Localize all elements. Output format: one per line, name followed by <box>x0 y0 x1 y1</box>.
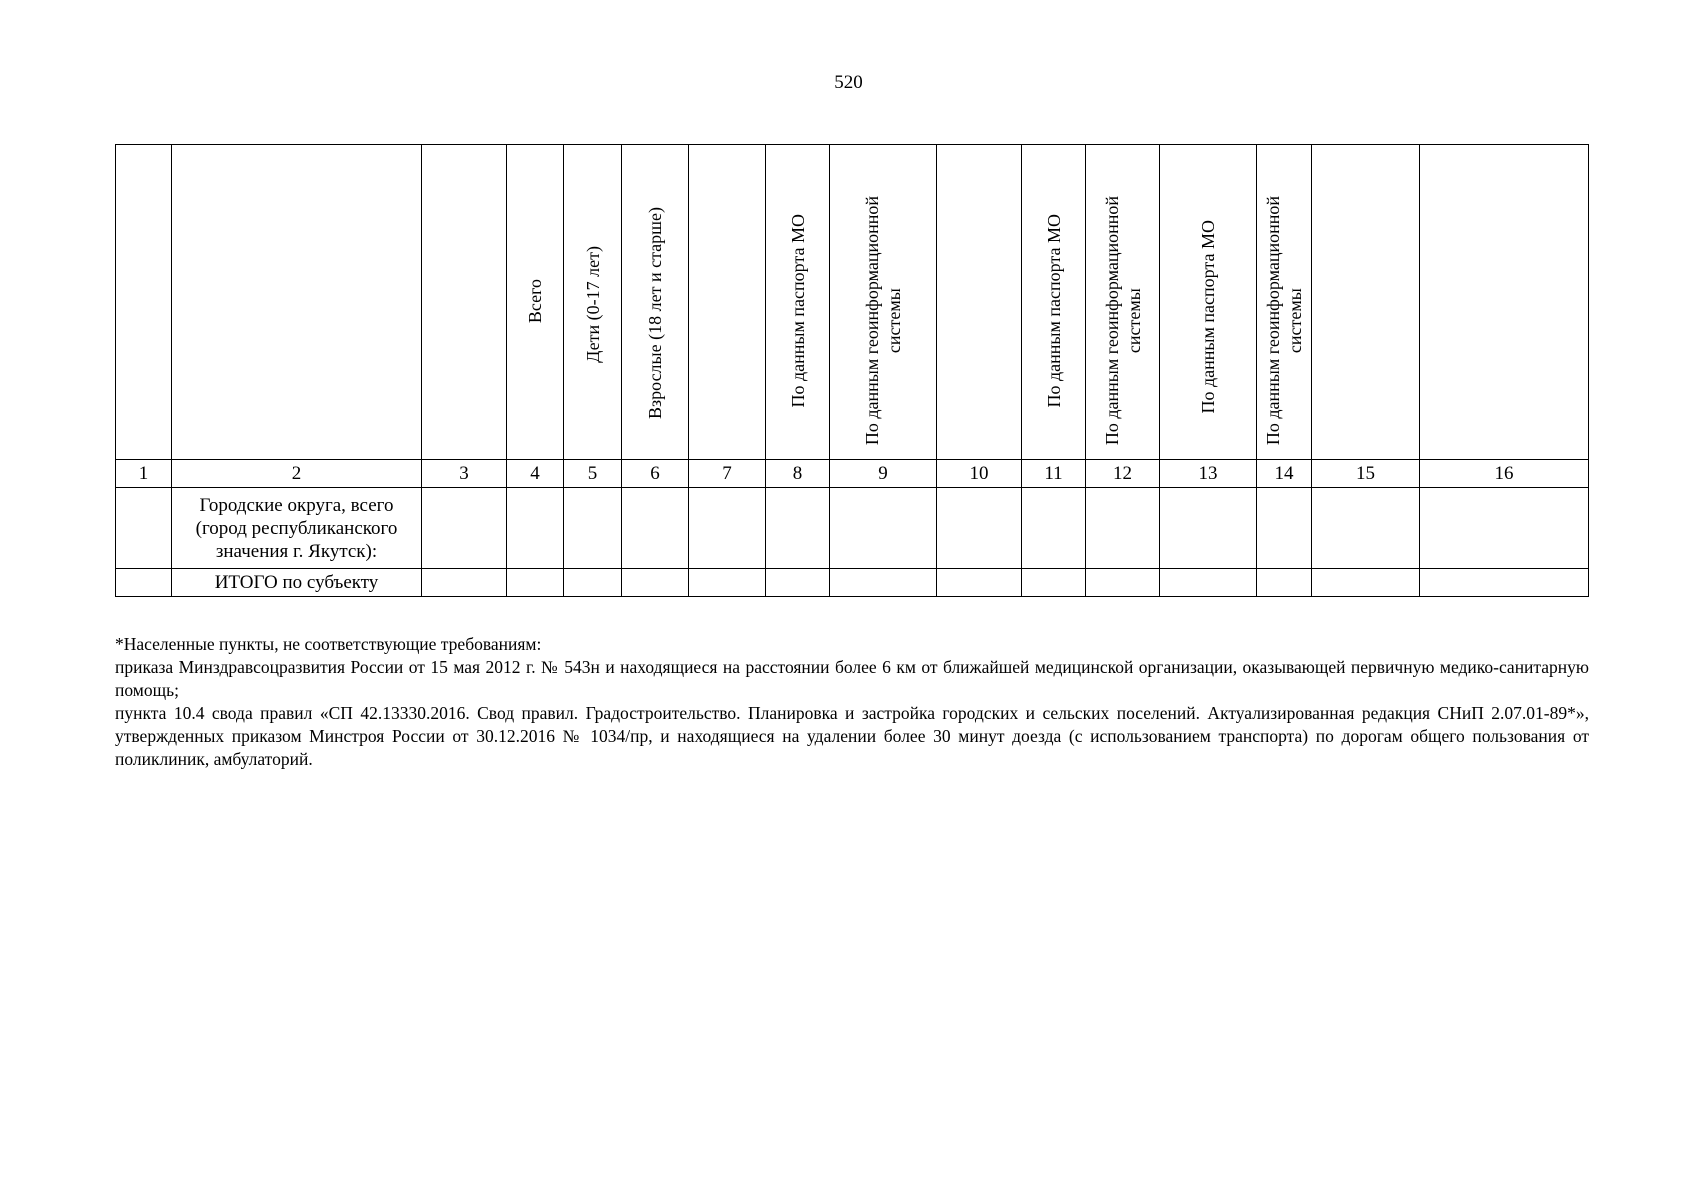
column-number: 5 <box>564 460 622 488</box>
header-cell-11 <box>1022 145 1086 460</box>
table-cell <box>766 488 830 569</box>
column-number: 9 <box>830 460 937 488</box>
footnote-heading: *Населенные пункты, не соответствующие требованиям: <box>115 634 542 654</box>
header-total: Всего <box>525 278 545 323</box>
header-children: Дети (0-17 лет) <box>582 246 603 363</box>
table-cell <box>1420 569 1589 597</box>
column-number: 15 <box>1312 460 1420 488</box>
header-gis-1: По данным геоинформационной системы <box>862 195 904 445</box>
footnote-sp-42: пункта 10.4 свода правил «СП 42.13330.2016. Свод правил. Градостроительство. Планировка и застройка городских и сельских поселений. Актуализированная редакция СНиП 2.07.01-89*», утвержденных приказом Минстроя России от 30.12.2016 № 1034/пр, и находящиеся на удалении более 30 минут доезда (с использованием транспорта) по дорогам общего пользования от поликлиник, амбулаторий. <box>115 703 1589 769</box>
column-number: 13 <box>1160 460 1257 488</box>
table-cell <box>422 569 507 597</box>
column-number: 8 <box>766 460 830 488</box>
header-cell-5 <box>564 145 622 460</box>
column-number: 10 <box>937 460 1022 488</box>
header-gis-2: По данным геоинформационной системы <box>1101 195 1144 445</box>
header-adults: Взрослые (18 лет и старше) <box>645 207 665 419</box>
column-number-row <box>116 460 1589 488</box>
table-cell <box>564 569 622 597</box>
header-cell-10 <box>937 145 1022 460</box>
table-cell <box>116 488 172 569</box>
table-cell <box>830 569 937 597</box>
header-cell-16 <box>1420 145 1589 460</box>
column-number: 2 <box>172 460 422 488</box>
header-gis-3: По данным геоинформационной системы <box>1263 195 1305 445</box>
table-cell <box>1312 488 1420 569</box>
data-table <box>115 144 1589 597</box>
header-passport-mo-2: По данным паспорта МО <box>1043 213 1064 407</box>
table-cell <box>830 488 937 569</box>
column-number: 3 <box>422 460 507 488</box>
header-cell-7 <box>689 145 766 460</box>
row-label-urban-districts: Городские округа, всего (город республиканского значения г. Якутск): <box>172 488 422 569</box>
column-number: 1 <box>116 460 172 488</box>
column-number: 7 <box>689 460 766 488</box>
table-cell <box>937 569 1022 597</box>
table-cell <box>689 488 766 569</box>
table-cell <box>766 569 830 597</box>
table-cell <box>1257 569 1312 597</box>
table-cell <box>1257 488 1312 569</box>
row-label-total: ИТОГО по субъекту <box>172 569 422 597</box>
table-cell <box>1312 569 1420 597</box>
header-cell-13 <box>1160 145 1257 460</box>
table-row-urban-districts <box>116 488 1589 569</box>
table-cell <box>1086 488 1160 569</box>
header-cell-15 <box>1312 145 1420 460</box>
table-cell <box>689 569 766 597</box>
table-cell <box>622 569 689 597</box>
table-cell <box>1160 488 1257 569</box>
column-number: 11 <box>1022 460 1086 488</box>
table-cell <box>564 488 622 569</box>
column-number: 4 <box>507 460 564 488</box>
header-cell-6 <box>622 145 689 460</box>
table-cell <box>507 488 564 569</box>
column-number: 16 <box>1420 460 1589 488</box>
header-cell-8 <box>766 145 830 460</box>
table-cell <box>1420 488 1589 569</box>
column-number: 14 <box>1257 460 1312 488</box>
table-cell <box>116 569 172 597</box>
header-row <box>116 145 1589 460</box>
table-cell <box>422 488 507 569</box>
header-cell-9 <box>830 145 937 460</box>
header-cell-4 <box>507 145 564 460</box>
footnotes <box>115 633 1589 771</box>
page-number: 520 <box>834 72 863 93</box>
table-cell <box>937 488 1022 569</box>
header-passport-mo-1: По данным паспорта МО <box>787 213 808 407</box>
column-number: 12 <box>1086 460 1160 488</box>
table-cell <box>507 569 564 597</box>
table-cell <box>1022 488 1086 569</box>
header-cell-2 <box>172 145 422 460</box>
table-cell <box>1160 569 1257 597</box>
footnote-order-543n: приказа Минздравсоцразвития России от 15 мая 2012 г. № 543н и находящиеся на расстоянии более 6 км от ближайшей медицинской организации, оказывающей первичную медико-санитарную помощь; <box>115 657 1589 700</box>
table-cell <box>622 488 689 569</box>
header-cell-12 <box>1086 145 1160 460</box>
header-cell-3 <box>422 145 507 460</box>
table-cell <box>1086 569 1160 597</box>
table-cell <box>1022 569 1086 597</box>
header-passport-mo-3: По данным паспорта МО <box>1198 219 1218 413</box>
header-cell-1 <box>116 145 172 460</box>
header-cell-14 <box>1257 145 1312 460</box>
column-number: 6 <box>622 460 689 488</box>
table-row-total <box>116 569 1589 597</box>
